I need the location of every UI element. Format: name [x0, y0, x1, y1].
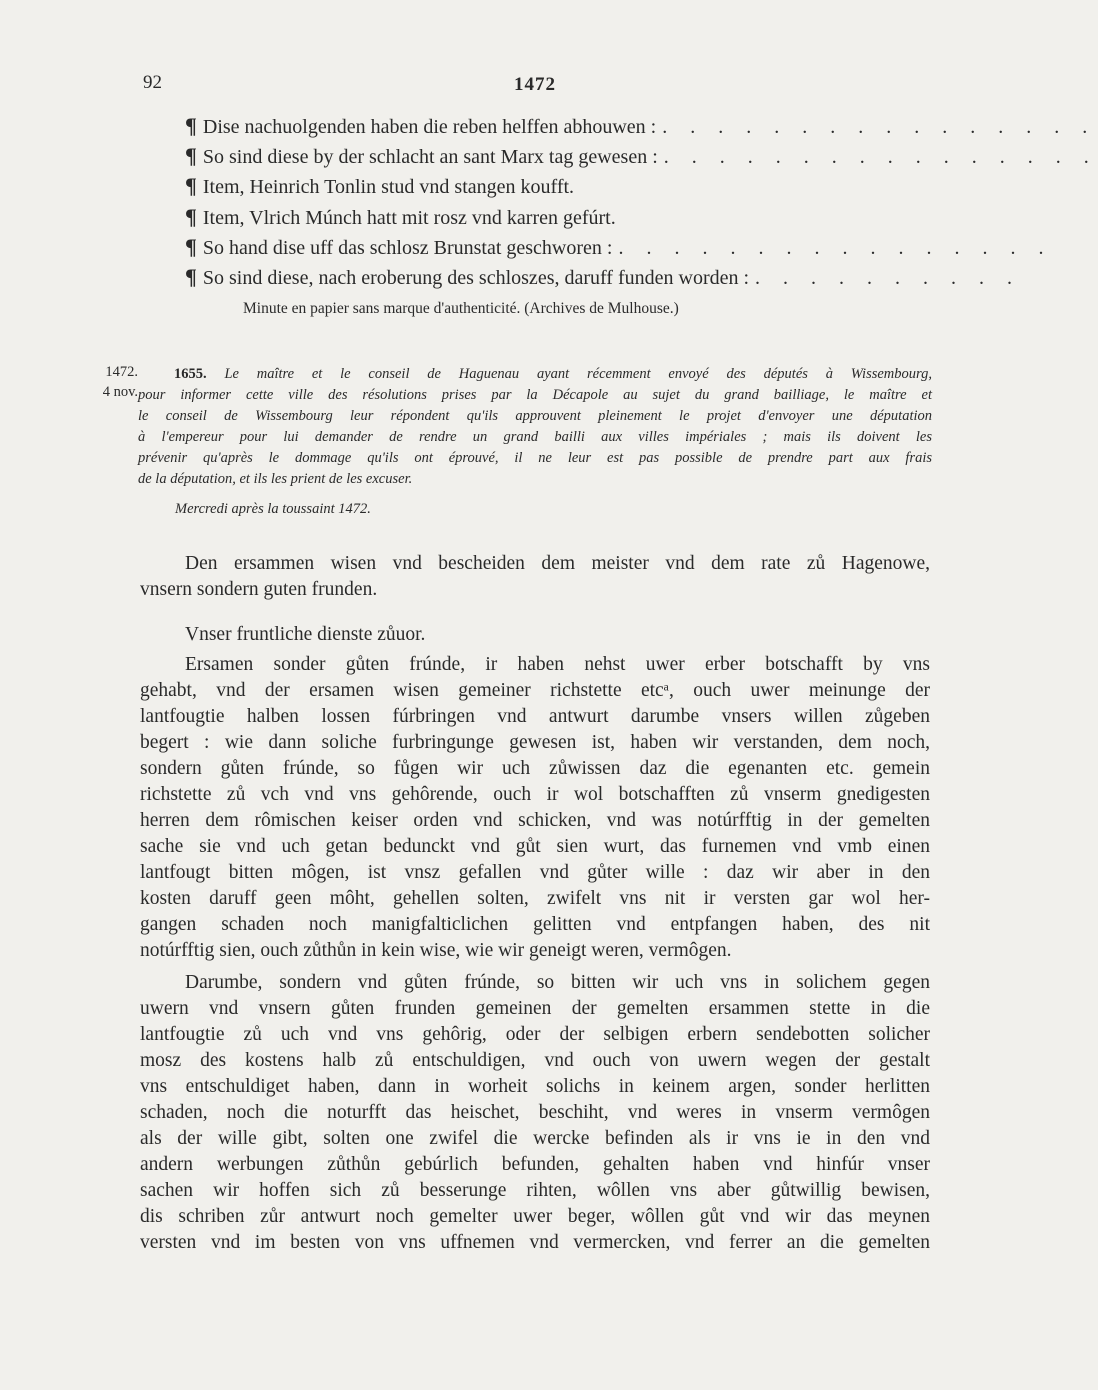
- source-note: Minute en papier sans marque d'authenticité. (Archives de Mulhouse.): [243, 300, 679, 317]
- regest-line-text: le conseil de Wissembourg leur répondent qu'ils approuvent pleinement le projet d'envoyer une députation: [138, 408, 932, 424]
- list-line: [185, 204, 930, 234]
- greeting-line: Vnser fruntliche dienste zůuor.: [185, 624, 426, 645]
- list-line-text: So sind diese by der schlacht an sant Marx tag gewesen :: [202, 146, 658, 169]
- paragraph-1: [140, 652, 930, 964]
- margin-year: 1472.: [105, 364, 138, 380]
- list-line-text: So hand dise uff das schlosz Brunstat geschworen :: [202, 236, 613, 259]
- text-line: gangen schaden noch manigfalticlichen gelitten vnd entpfangen haben, des nit: [140, 914, 930, 935]
- list-line-text: Dise nachuolgenden haben die reben helffen abhouwen :: [202, 116, 657, 138]
- regest-line-text: prévenir qu'après le dommage qu'ils ont éprouvé, il ne leur est pas possible de prendre part aux frais: [138, 450, 932, 466]
- list-line: [185, 143, 1098, 173]
- text-line: herren dem rômischen keiser orden vnd schicken, vnd was notúrfftig in der gemelten: [140, 810, 930, 831]
- leader-dots: . . . . . . . . . .: [755, 266, 1022, 289]
- paragraph-2: [140, 970, 930, 1256]
- document-number: 1655.: [174, 366, 207, 382]
- regest-line: [138, 448, 932, 469]
- page-number: 92: [143, 72, 162, 93]
- pilcrow-icon: ¶: [185, 233, 197, 259]
- text-line: Den ersammen wisen vnd bescheiden dem meister vnd dem rate zů Hagenowe,: [185, 553, 930, 574]
- text-line: Darumbe, sondern vnd gůten frúnde, so bitten wir uch vns in solichem gegen: [185, 972, 930, 993]
- text-line: andern werbungen zůthůn gebúrlich befunden, gehalten haben vnd hinfúr vnser: [140, 1154, 930, 1175]
- regest-line-text: à l'empereur pour lui demander de rendre un grand bailli aux villes impériales ; mais ils doivent les: [138, 429, 932, 445]
- leader-dots: . . . . . . . . . . . . . . . .: [663, 146, 1098, 169]
- text-line: vnsern sondern guten frunden.: [140, 579, 378, 600]
- pilcrow-icon: ¶: [185, 203, 197, 229]
- text-line: als der wille gibt, solten one zwifel die wercke befinden als ir vns ie in den vnd: [140, 1128, 930, 1149]
- pilcrow-icon: ¶: [185, 263, 197, 289]
- list-line-text: So sind diese, nach eroberung des schloszes, daruff funden worden :: [202, 266, 750, 289]
- text-line: lantfougtie halben lossen fúrbringen vnd antwurt darumbe vnsers willen zůgeben: [140, 706, 930, 727]
- list-line: [185, 263, 1022, 294]
- text-line: sache sie vnd uch getan bedunckt vnd gůt sien wurt, das furnemen vnd vmb einen: [140, 836, 930, 857]
- running-header-year: 1472: [514, 74, 556, 95]
- text-line: sachen wir hoffen sich zů besserunge rihten, wôllen vns aber gůtwillig bewisen,: [140, 1180, 930, 1201]
- regest-line-text: de la députation, et ils les prient de les excuser.: [138, 471, 413, 487]
- list-line: [185, 173, 930, 203]
- text-line: schaden, noch die noturfft das heischet, beschiht, vnd weres in vnserm vermôgen: [140, 1102, 930, 1123]
- regest-line: [138, 385, 932, 406]
- regest-line-text: pour informer cette ville des résolutions prises par la Décapole au sujet du grand bailliage, le maître et: [138, 387, 932, 403]
- name-list: [185, 113, 1098, 294]
- regest-line: [138, 364, 932, 385]
- list-line-text: Item, Heinrich Tonlin stud vnd stangen koufft.: [202, 176, 575, 199]
- text-line: lantfougt bitten môgen, ist vnsz gefallen vnd gůter wille : daz wir aber in den: [140, 862, 930, 883]
- regest-line-text: Le maître et le conseil de Haguenau ayant récemment envoyé des députés à Wissembourg,: [224, 366, 932, 382]
- pilcrow-icon: ¶: [185, 173, 197, 199]
- list-line-text: Item, Vlrich Múnch hatt mit rosz vnd karren gefúrt.: [202, 206, 616, 229]
- margin-day: 4 nov.: [102, 384, 138, 400]
- list-line: [185, 233, 1053, 264]
- text-line: kosten daruff geen môht, gehellen solten, zwifelt vns nit ir versten gar wol her-: [140, 888, 930, 909]
- leader-dots: . . . . . . . . . . . . . . . .: [618, 236, 1053, 259]
- pilcrow-icon: ¶: [185, 113, 197, 138]
- regest-line: [138, 406, 932, 427]
- text-line: vns entschuldiget haben, dann in worheit solichs in keinem argen, sonder herlitten: [140, 1076, 930, 1097]
- text-line: dis schriben zůr antwurt noch gemelter uwer beger, wôllen gůt vnd wir das meynen: [140, 1206, 930, 1227]
- text-line: uwern vnd vnsern gůten frunden gemeinen der gemelten ersammen stette in die: [140, 998, 930, 1019]
- margin-date: [60, 362, 138, 402]
- pilcrow-icon: ¶: [185, 143, 197, 169]
- regest-line: [138, 427, 932, 448]
- address-block: [140, 551, 930, 603]
- text-line: versten vnd im besten von vns uffnemen vnd vermercken, vnd ferrer an die gemelten: [140, 1232, 930, 1253]
- greeting: [140, 622, 930, 648]
- text-line: sondern gůten frúnde, so fůgen wir uch zůwissen daz die egenanten etc. gemein: [140, 758, 930, 779]
- text-line: lantfougtie zů uch vnd vns gehôrig, oder der selbigen erbern sendebotten solicher: [140, 1024, 930, 1045]
- text-line: mosz des kostens halb zů entschuldigen, vnd ouch von uwern wegen der gestalt: [140, 1050, 930, 1071]
- text-line: begert : wie dann soliche furbringunge gewesen ist, haben wir verstanden, dem noch,: [140, 732, 930, 753]
- text-line: notúrfftig sien, ouch zůthůn in kein wise, wie wir geneigt weren, vermôgen.: [140, 940, 732, 961]
- leader-dots: . . . . . . . . . . . . . . . .: [662, 116, 1097, 138]
- text-line: gehabt, vnd der ersamen wisen gemeiner richstette etcᵃ, ouch uwer meinunge der: [140, 680, 930, 701]
- regest-dateline: Mercredi après la toussaint 1472.: [175, 501, 371, 517]
- regest-summary: [138, 364, 932, 490]
- text-line: Ersamen sonder gůten frúnde, ir haben nehst uwer erber botschafft by vns: [185, 654, 930, 675]
- regest-line: [138, 469, 932, 490]
- list-line: [185, 113, 1097, 143]
- text-line: richstette zů vch vnd vns gehôrende, ouch ir wol botschafften zů vnserm gnedigesten: [140, 784, 930, 805]
